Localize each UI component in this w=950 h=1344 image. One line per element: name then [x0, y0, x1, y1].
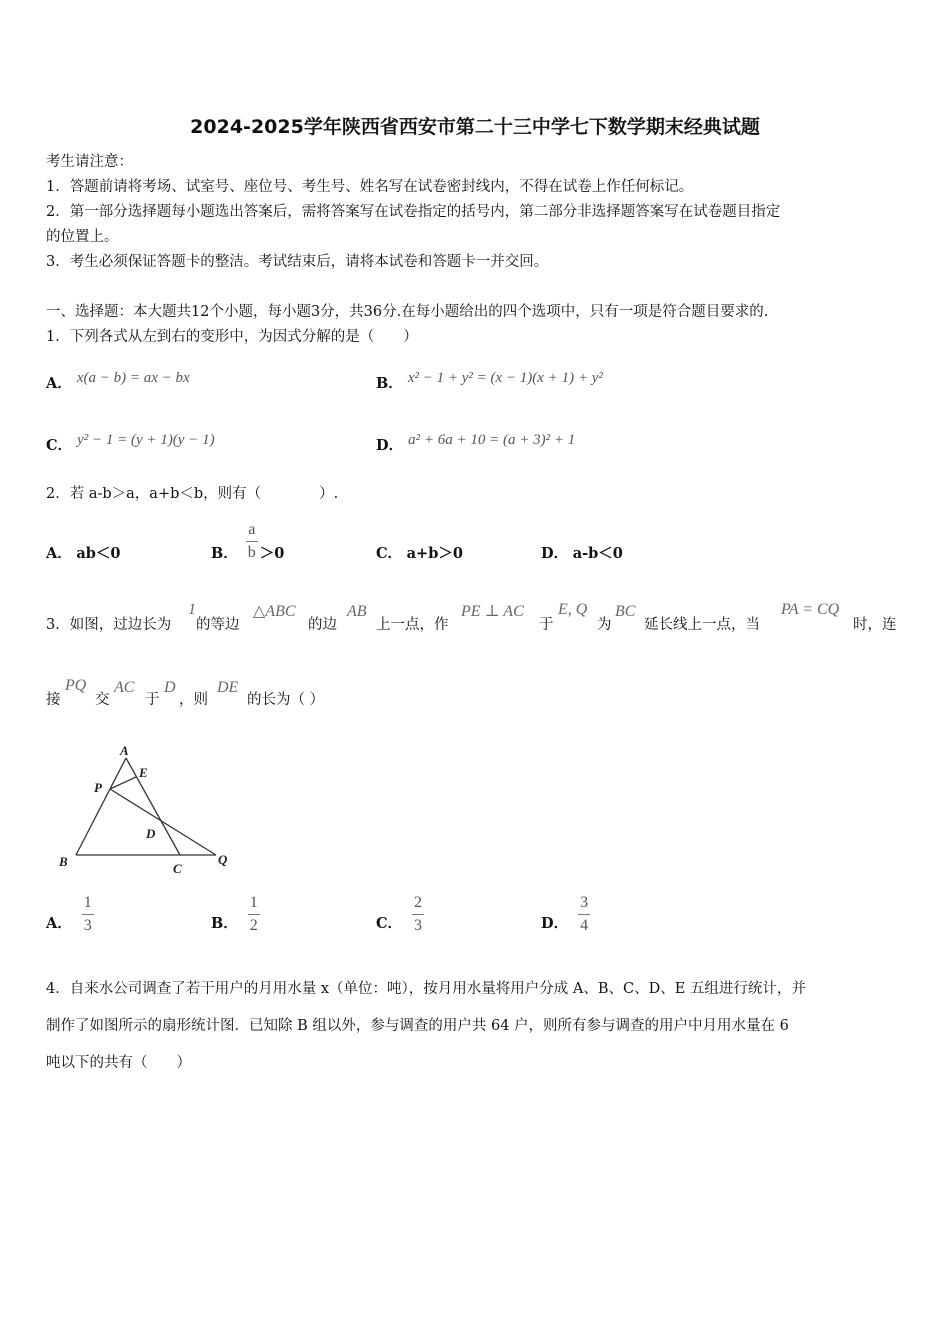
q3-text: 时，连 — [853, 617, 897, 633]
option-expr: x(a − b) = ax − bx — [76, 370, 190, 386]
fraction-denominator: 3 — [414, 917, 423, 934]
label-a: A — [120, 743, 129, 758]
option-label: A． — [46, 545, 72, 562]
q3-stem-line1 — [46, 598, 916, 638]
notice-item-2-cont: 的位置上。 — [46, 229, 119, 245]
section-heading: 一、选择题：本大题共12个小题，每小题3分，共36分.在每小题给出的四个选项中，只有一项是符合题目要求的. — [46, 304, 769, 320]
label-p: P — [94, 780, 102, 795]
q3-math: △ABC — [253, 603, 296, 620]
q3-text: 交 — [95, 692, 110, 708]
q3-text: 于 — [539, 617, 554, 633]
q3-option-b[interactable] — [211, 894, 260, 935]
q3-math: E, Q — [558, 601, 588, 618]
segment-pq — [110, 789, 216, 855]
label-q: Q — [218, 852, 228, 867]
fraction-numerator: 1 — [249, 894, 258, 911]
option-label: D． — [541, 545, 569, 562]
triangle-figure — [52, 738, 242, 878]
fraction — [248, 894, 260, 935]
q2-stem: 2．若 a-b＞a，a+b＜b，则有（ ）. — [46, 486, 339, 502]
q1-option-d[interactable] — [376, 434, 575, 455]
label-b: B — [59, 854, 68, 869]
fraction — [578, 894, 590, 935]
notice-heading: 考生请注意： — [46, 154, 133, 170]
fraction-numerator: 3 — [580, 894, 589, 911]
option-label: D． — [376, 437, 404, 454]
fraction-denominator: 3 — [83, 917, 92, 934]
q3-math: PE ⊥ AC — [461, 603, 524, 620]
q3-text: 的长为（ ） — [247, 692, 325, 708]
q3-text: 上一点，作 — [376, 617, 449, 633]
option-label: C． — [46, 437, 73, 454]
q3-text: 3．如图，过边长为 — [46, 617, 172, 633]
option-label: C． — [376, 545, 403, 562]
segment-pe — [110, 777, 136, 789]
option-label: D． — [541, 915, 569, 932]
q4-stem-line2: 制作了如图所示的扇形统计图．已知除 B 组以外，参与调查的用户共 64 户，则所有参与调查的用户中月用水量在 6 — [46, 1018, 789, 1034]
fraction — [246, 521, 258, 562]
fraction — [412, 894, 424, 935]
option-label: B． — [376, 375, 403, 392]
fraction-denominator: b — [247, 543, 256, 561]
option-text: ab＜0 — [76, 545, 121, 562]
option-label: B． — [211, 545, 238, 562]
fraction-denominator: 2 — [249, 917, 258, 934]
q3-text: 接 — [46, 692, 61, 708]
side-ab — [76, 758, 126, 855]
option-expr: a² + 6a + 10 = (a + 3)² + 1 — [408, 432, 576, 448]
q4-stem-line3: 吨以下的共有（ ） — [46, 1055, 191, 1071]
label-e: E — [139, 765, 148, 780]
q3-math: D — [164, 679, 176, 696]
fraction-numerator: 1 — [83, 894, 92, 911]
option-label: B． — [211, 915, 238, 932]
option-label: A． — [46, 915, 72, 932]
notice-item-2: 2．第一部分选择题每小题选出答案后，需将答案写在试卷指定的括号内，第二部分非选择题答案写在试卷题目指定 — [46, 204, 781, 220]
q4-stem-line1: 4．自来水公司调查了若干用户的月用水量 x（单位：吨），按月用水量将用户分成 A、B、C、D、E 五组进行统计，并 — [46, 981, 806, 997]
q3-math: BC — [615, 603, 636, 620]
q1-option-c[interactable] — [46, 434, 215, 455]
q1-option-a[interactable] — [46, 372, 190, 393]
q3-text: ，则 — [179, 692, 208, 708]
q2-option-b[interactable] — [211, 518, 284, 564]
q3-math: AC — [114, 679, 135, 696]
label-d: D — [146, 826, 156, 841]
fraction-bar — [82, 914, 94, 915]
notice-item-1: 1．答题前请将考场、试室号、座位号、考生号、姓名写在试卷密封线内，不得在试卷上作任何标记。 — [46, 179, 694, 195]
q3-text: 于 — [145, 692, 160, 708]
q3-math: AB — [347, 603, 367, 620]
fraction-denominator: 4 — [580, 917, 589, 934]
q3-option-d[interactable] — [541, 894, 590, 935]
option-text: ＞0 — [259, 545, 285, 562]
q3-math: PQ — [65, 677, 87, 694]
fraction-numerator: a — [248, 520, 256, 538]
q3-option-a[interactable] — [46, 894, 94, 935]
q3-math: PA = CQ — [781, 601, 840, 618]
q3-math: DE — [217, 679, 239, 696]
fraction-bar — [248, 914, 260, 915]
q3-text: 为 — [597, 617, 612, 633]
option-expr: x² − 1 + y² = (x − 1)(x + 1) + y² — [407, 370, 603, 386]
option-label: A． — [46, 375, 72, 392]
option-text: a+b＞0 — [406, 545, 463, 562]
fraction-bar — [578, 914, 590, 915]
q1-stem: 1．下列各式从左到右的变形中，为因式分解的是（ ） — [46, 329, 418, 345]
q3-stem-line2 — [46, 674, 446, 714]
q2-option-a[interactable] — [46, 544, 121, 564]
q2-option-c[interactable] — [376, 544, 463, 564]
page-title: 2024-2025学年陕西省西安市第二十三中学七下数学期末经典试题 — [190, 116, 760, 138]
option-text: a-b＜0 — [572, 545, 623, 562]
option-label: C． — [376, 915, 403, 932]
label-c: C — [173, 861, 182, 876]
q3-text: 的等边 — [196, 617, 240, 633]
fraction-bar — [246, 541, 258, 542]
q3-math: 1 — [188, 601, 196, 618]
notice-item-3: 3．考生必须保证答题卡的整洁。考试结束后，请将本试卷和答题卡一并交回。 — [46, 254, 549, 270]
option-expr: y² − 1 = (y + 1)(y − 1) — [77, 432, 215, 448]
q2-option-d[interactable] — [541, 544, 623, 564]
q1-option-b[interactable] — [376, 372, 603, 393]
q3-text: 延长线上一点，当 — [644, 617, 760, 633]
q3-text: 的边 — [308, 617, 337, 633]
q3-option-c[interactable] — [376, 894, 424, 935]
fraction — [82, 894, 94, 935]
fraction-numerator: 2 — [414, 894, 423, 911]
fraction-bar — [412, 914, 424, 915]
